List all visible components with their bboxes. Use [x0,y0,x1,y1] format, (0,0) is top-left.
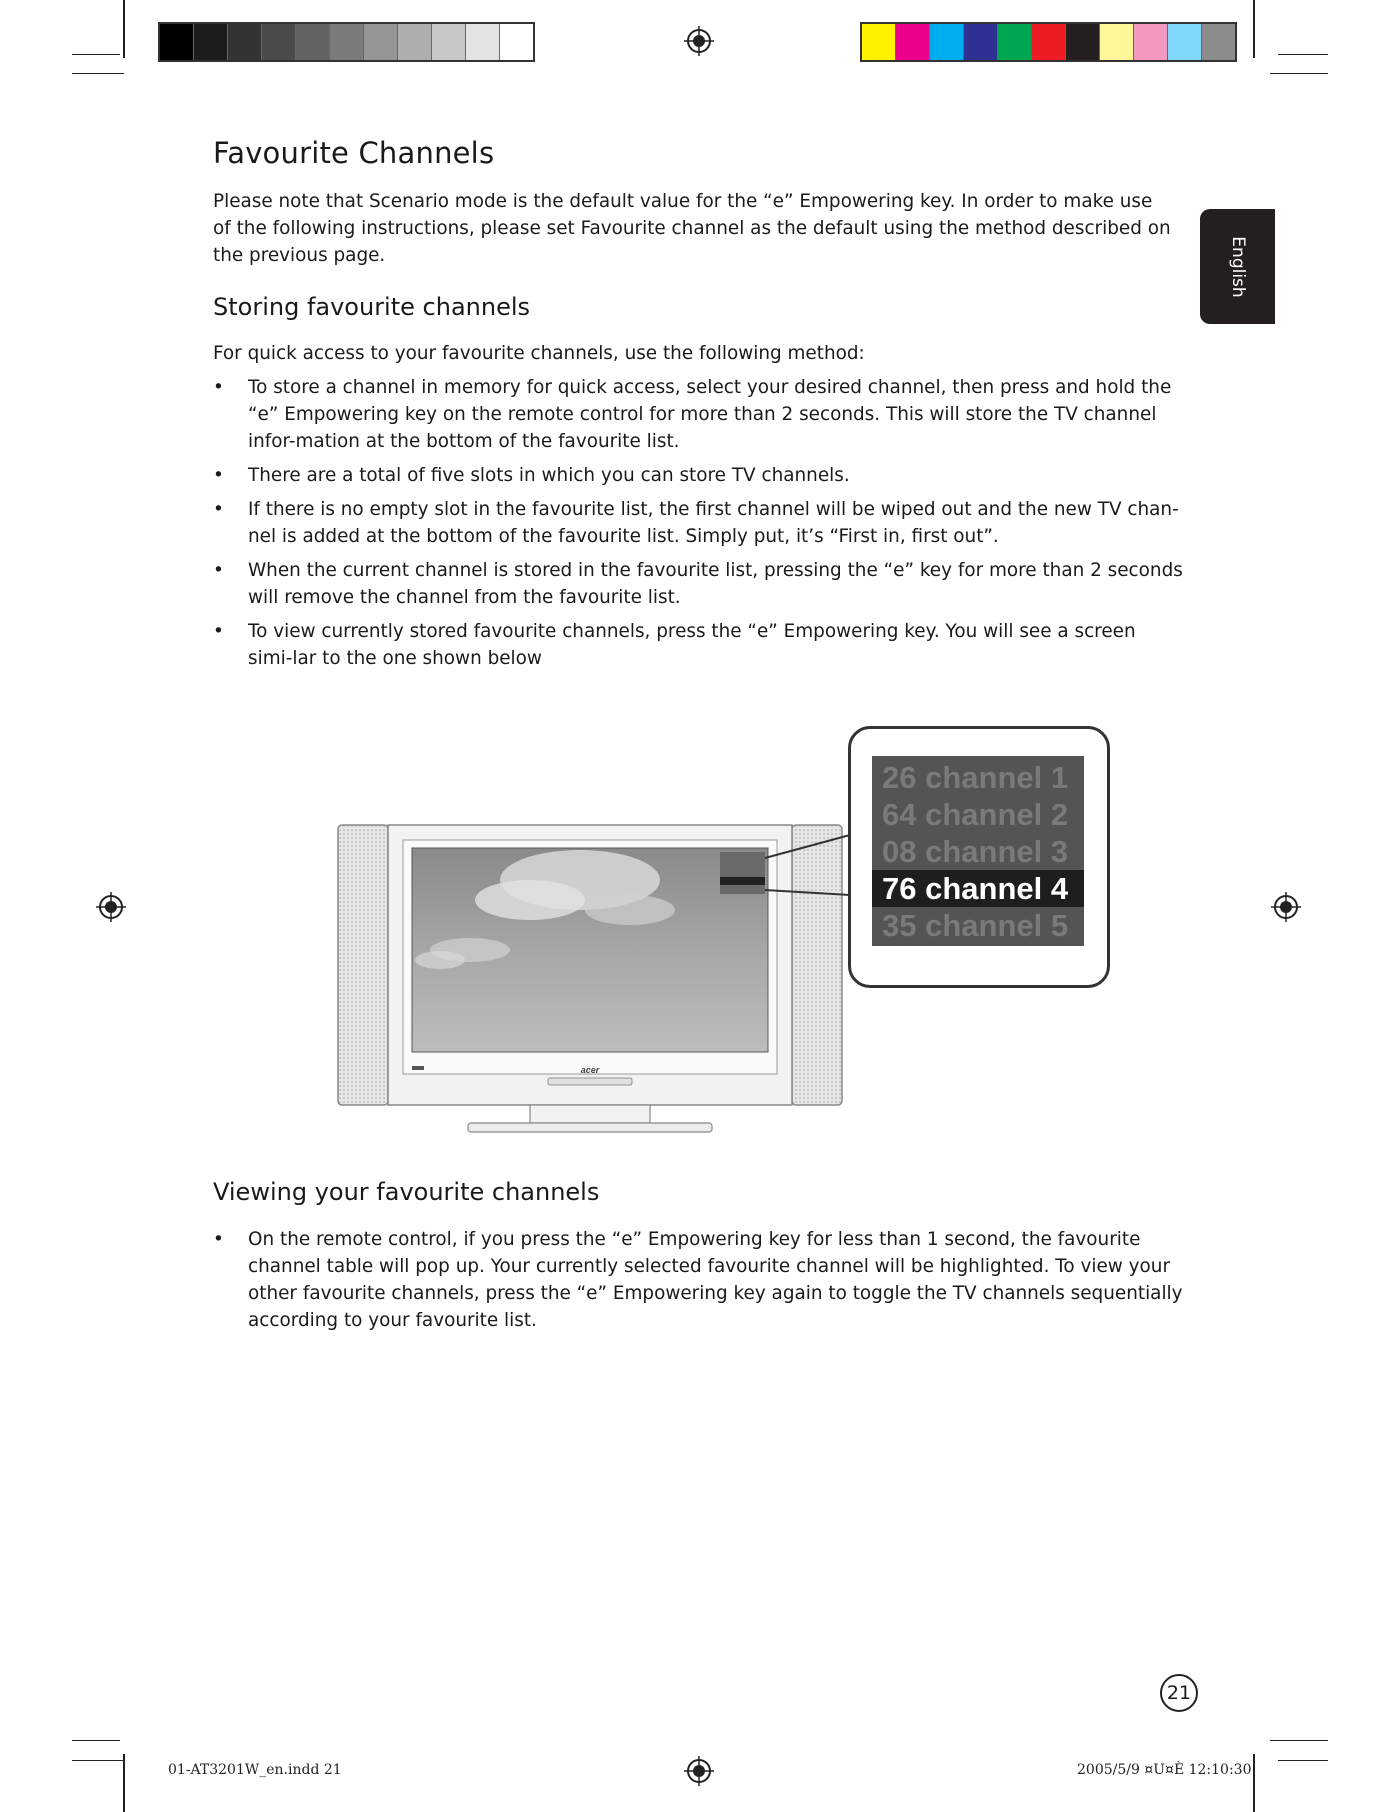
crop-mark [1278,54,1328,55]
footer-file-name: 01-AT3201W_en.indd 21 [168,1762,342,1778]
color-swatch [500,24,533,60]
list-item: • When the current channel is stored in the favourite list, pressing the “e” key for more than 2 seconds will remove the channel from the favourite list. [213,557,1183,611]
crop-mark [72,1740,120,1741]
registration-mark-icon [1271,892,1301,922]
favourite-channel-list [872,756,1084,946]
crop-mark [123,0,125,58]
color-swatch [1134,24,1168,60]
grayscale-color-bar [158,22,535,62]
list-item: • To store a channel in memory for quick access, select your desired channel, then press and hold the “e” Empowering key on the remote control for more than 2 seconds. This will store the TV channel infor-mation at the bottom of the favourite list. [213,374,1183,455]
crop-mark [1270,1740,1328,1741]
color-swatch [930,24,964,60]
viewing-bullet-list [213,1226,1183,1341]
color-swatch [1168,24,1202,60]
color-swatch [466,24,500,60]
page-number: 21 [1160,1674,1198,1712]
storing-heading: Storing favourite channels [213,293,531,321]
color-swatch [262,24,296,60]
tv-stand-base [468,1123,712,1132]
registration-mark-icon [684,26,714,56]
color-swatch [432,24,466,60]
registration-mark-icon [96,892,126,922]
crop-mark [123,1754,125,1812]
tv-stand-neck [530,1105,650,1123]
color-swatch [1066,24,1100,60]
channel-list-item: 64 channel 2 [882,797,1069,832]
color-swatch [364,24,398,60]
storing-lead: For quick access to your favourite channels, use the following method: [213,343,865,364]
color-swatch [1100,24,1134,60]
right-speaker [792,825,842,1105]
list-item: • If there is no empty slot in the favourite list, the first channel will be wiped out and the new TV chan-nel is added at the bottom of the favourite list. Simply put, it’s “First in, first out”. [213,496,1183,550]
process-color-bar [860,22,1237,62]
language-tab-label: English [1227,235,1248,298]
color-swatch [398,24,432,60]
page-title: Favourite Channels [213,136,495,170]
crop-mark [72,73,124,74]
crop-mark [1253,1754,1255,1812]
color-swatch [1032,24,1066,60]
crop-mark [1253,0,1255,58]
color-swatch [1202,24,1235,60]
intro-paragraph: Please note that Scenario mode is the default value for the “e” Empowering key. In order to make use of the following instructions, please set Favourite channel as the default using the method described on the previous page. [213,191,1171,266]
footer-timestamp: 2005/5/9 ¤U¤È 12:10:30 [1077,1762,1252,1778]
storing-bullet-list [213,374,1183,679]
color-swatch [228,24,262,60]
channel-list-item: 76 channel 4 [872,870,1084,907]
tv-illustration [330,820,860,1140]
color-swatch [160,24,194,60]
color-swatch [862,24,896,60]
channel-list-item: 26 channel 1 [882,760,1069,795]
color-swatch [330,24,364,60]
crop-mark [1278,1760,1328,1761]
channel-list-item: 08 channel 3 [882,834,1069,869]
color-swatch [296,24,330,60]
language-tab [1200,209,1275,324]
list-item: • There are a total of five slots in which you can store TV channels. [213,462,1183,489]
list-item: • On the remote control, if you press the “e” Empowering key for less than 1 second, the favourite channel table will pop up. Your currently selected favourite channel will be highlighted. To view your other favourite channels, press the “e” Empowering key again to toggle the TV channels sequentially according to your favourite list. [213,1226,1183,1334]
registration-mark-icon [684,1756,714,1786]
channel-list-item: 35 channel 5 [882,908,1069,943]
color-swatch [964,24,998,60]
left-speaker [338,825,388,1105]
crop-mark [72,54,120,55]
list-item: • To view currently stored favourite channels, press the “e” Empowering key. You will see a screen simi-lar to the one shown below [213,618,1183,672]
crop-mark [1270,73,1328,74]
color-swatch [194,24,228,60]
tv-brand-logo: acer [580,1065,600,1075]
viewing-heading: Viewing your favourite channels [213,1178,600,1206]
color-swatch [896,24,930,60]
crop-mark [72,1760,124,1761]
color-swatch [998,24,1032,60]
